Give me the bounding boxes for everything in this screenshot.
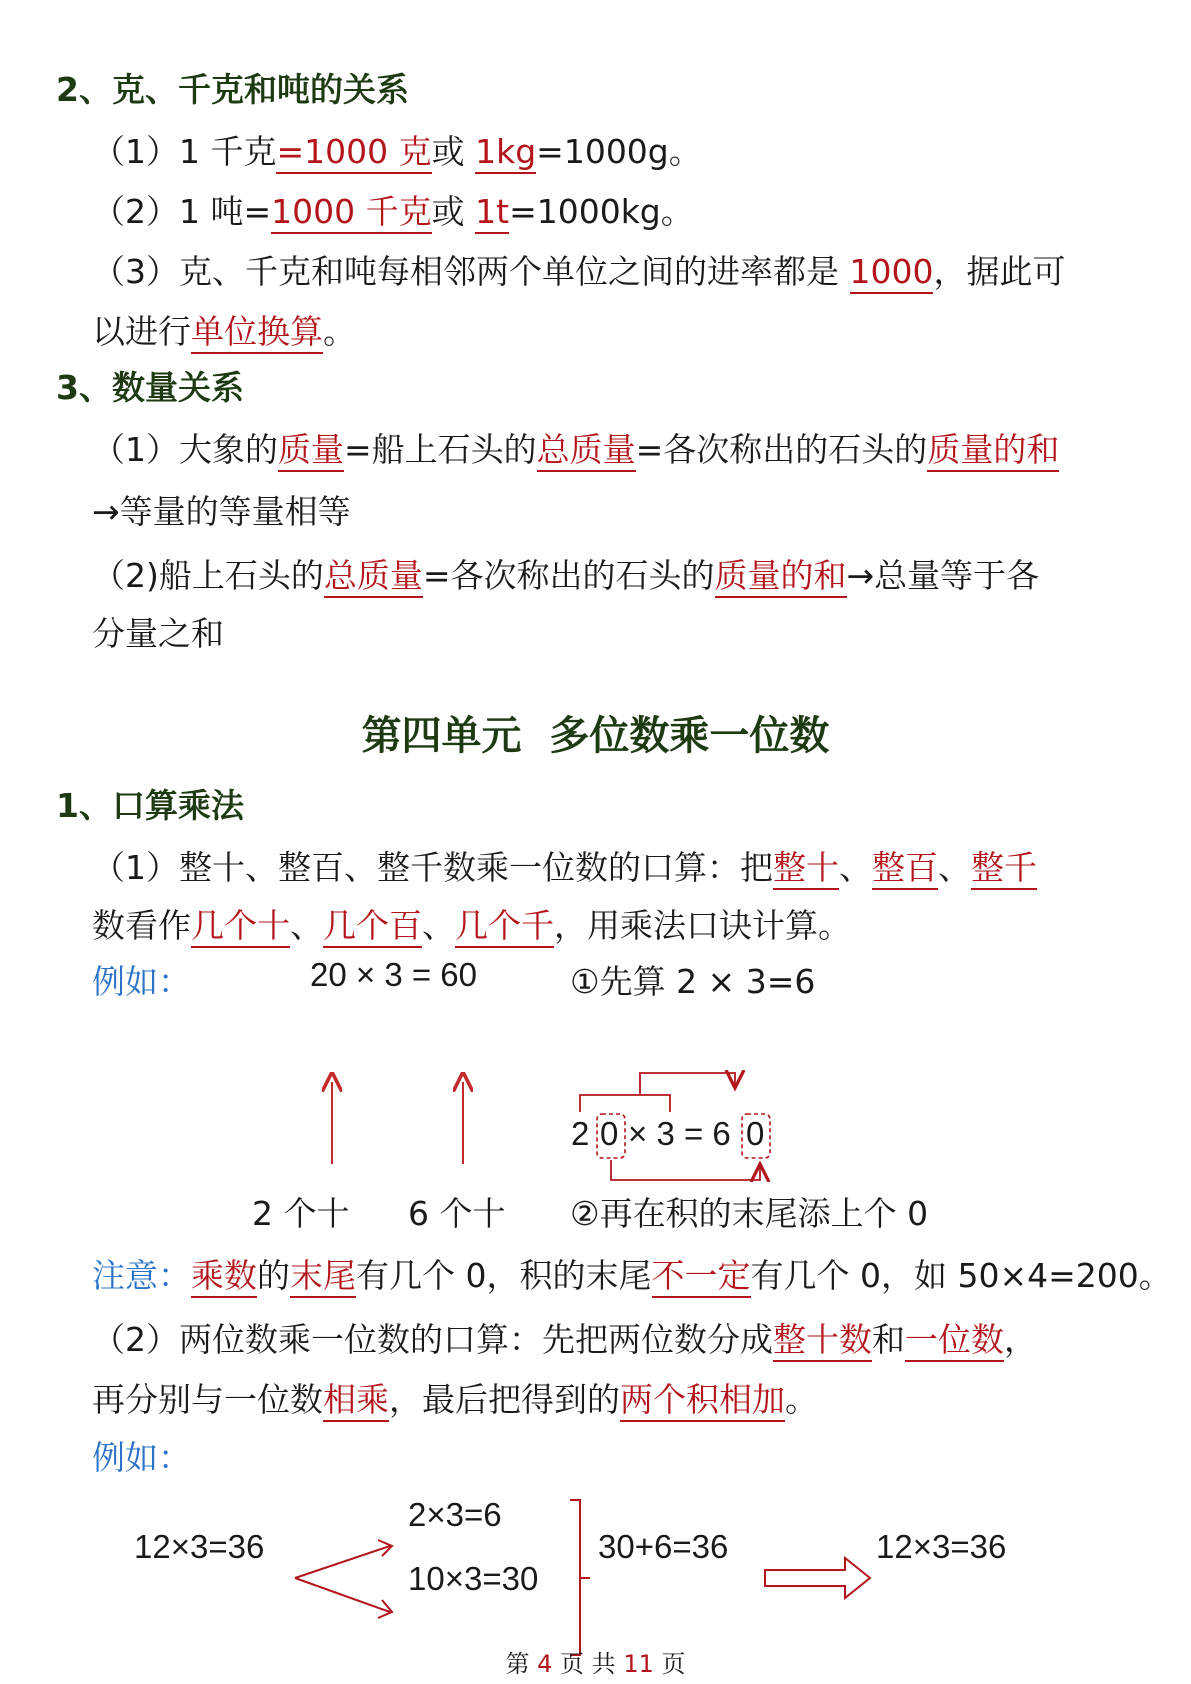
- section-title-quantity: 3、数量关系: [56, 368, 244, 407]
- item-rate-cont: 以进行单位换算。: [92, 306, 356, 353]
- example2-top: 2×3=6: [408, 1496, 502, 1533]
- example-equation: 20 × 3 = 60: [310, 956, 477, 993]
- dashed-box-zero-factor: [597, 1114, 625, 1158]
- section-title-oral-mult: 1、口算乘法: [56, 786, 244, 825]
- example-step2: ②再在积的末尾添上个 0: [570, 1194, 929, 1233]
- example-label: 例如：: [92, 962, 191, 1001]
- item-whole-tens-cont: 数看作几个十、几个百、几个千，用乘法口诀计算。: [92, 900, 851, 947]
- item-t-kg: （2）1 吨=1000 千克或 1t=1000kg。: [92, 186, 694, 233]
- item-stones-cont: 分量之和: [92, 614, 224, 653]
- label-two-tens: 2 个十: [252, 1194, 350, 1233]
- arrow-split-up: [295, 1546, 390, 1578]
- example2-bottom: 10×3=30: [408, 1560, 539, 1597]
- hollow-arrow: [765, 1558, 870, 1598]
- example-eq2-digit-b: 0: [600, 1115, 619, 1152]
- section-title-weight-units: 2、克、千克和吨的关系: [56, 70, 409, 109]
- page-footer: 第 4 页 共 11 页: [505, 1650, 686, 1678]
- arrow-zero-to-zero: [611, 1160, 760, 1180]
- example-step1: ①先算 2 × 3=6: [570, 962, 816, 1001]
- note-line: 注意：乘数的末尾有几个 0，积的末尾不一定有几个 0，如 50×4=200。: [92, 1250, 1172, 1297]
- item-rate: （3）克、千克和吨每相邻两个单位之间的进率都是 1000，据此可: [92, 246, 1065, 293]
- example-eq2-digit-d: 0: [746, 1115, 765, 1152]
- item-elephant-cont: →等量的等量相等: [92, 492, 351, 531]
- example-label-2: 例如：: [92, 1438, 191, 1477]
- example2-sum: 30+6=36: [598, 1528, 729, 1565]
- example-eq2-digit-a: 2: [571, 1115, 590, 1152]
- item-stones: （2)船上石头的总质量=各次称出的石头的质量的和→总量等于各: [92, 550, 1039, 597]
- item-kg-g: （1）1 千克=1000 克或 1kg=1000g。: [92, 126, 702, 173]
- arrow-split-down: [295, 1578, 390, 1612]
- label-six-tens: 6 个十: [408, 1194, 506, 1233]
- item-two-digit-cont: 再分别与一位数相乘，最后把得到的两个积相加。: [92, 1374, 818, 1421]
- item-two-digit: （2）两位数乘一位数的口算：先把两位数分成整十数和一位数，: [92, 1314, 1037, 1361]
- example2-left: 12×3=36: [134, 1528, 265, 1565]
- arrow-step1: [640, 1073, 735, 1095]
- dashed-box-zero-product: [742, 1114, 770, 1158]
- example-eq2-rest: × 3 = 6: [628, 1115, 731, 1152]
- unit-title: 第四单元 多位数乘一位数: [361, 713, 830, 759]
- item-elephant: （1）大象的质量=船上石头的总质量=各次称出的石头的质量的和: [92, 424, 1059, 471]
- bracket-2x3: [580, 1095, 670, 1112]
- example2-result: 12×3=36: [876, 1528, 1007, 1565]
- item-whole-tens: （1）整十、整百、整千数乘一位数的口算：把整十、整百、整千: [92, 842, 1037, 889]
- bracket-right: [570, 1500, 590, 1655]
